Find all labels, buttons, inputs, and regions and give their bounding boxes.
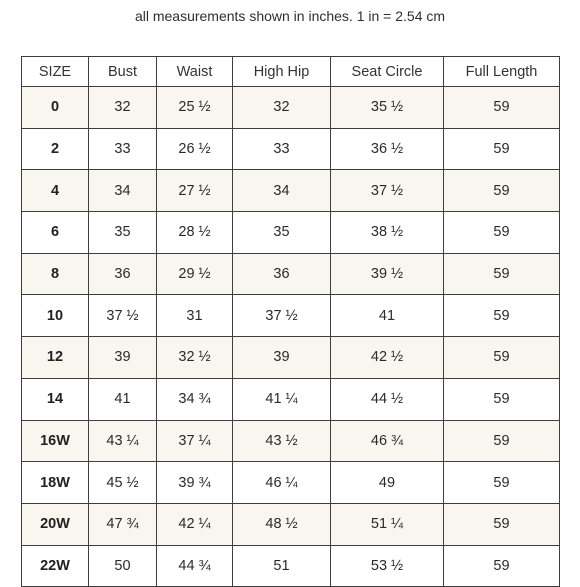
cell-waist: 25 ½: [157, 87, 233, 129]
cell-waist: 32 ½: [157, 337, 233, 379]
cell-bust: 37 ½: [89, 295, 157, 337]
cell-size: 2: [22, 128, 89, 170]
cell-size: 0: [22, 87, 89, 129]
cell-seat-circle: 53 ½: [331, 545, 444, 587]
table-row: [22, 503, 560, 545]
header-bust: Bust: [89, 57, 157, 87]
cell-full-length: 59: [444, 337, 560, 379]
cell-waist: 26 ½: [157, 128, 233, 170]
cell-high-hip: 48 ½: [233, 503, 331, 545]
cell-waist: 34 ¾: [157, 378, 233, 420]
cell-seat-circle: 44 ½: [331, 378, 444, 420]
cell-size: 6: [22, 212, 89, 254]
cell-seat-circle: 51 ¼: [331, 503, 444, 545]
cell-seat-circle: 42 ½: [331, 337, 444, 379]
cell-size: 20W: [22, 503, 89, 545]
cell-size: 10: [22, 295, 89, 337]
cell-size: 12: [22, 337, 89, 379]
cell-size: 16W: [22, 420, 89, 462]
cell-bust: 33: [89, 128, 157, 170]
cell-bust: 32: [89, 87, 157, 129]
cell-high-hip: 33: [233, 128, 331, 170]
cell-size: 8: [22, 253, 89, 295]
header-full-length: Full Length: [444, 57, 560, 87]
header-waist: Waist: [157, 57, 233, 87]
table-row: [22, 420, 560, 462]
cell-high-hip: 37 ½: [233, 295, 331, 337]
cell-full-length: 59: [444, 545, 560, 587]
cell-waist: 28 ½: [157, 212, 233, 254]
cell-bust: 41: [89, 378, 157, 420]
cell-waist: 29 ½: [157, 253, 233, 295]
cell-full-length: 59: [444, 170, 560, 212]
measurement-note: all measurements shown in inches. 1 in = 2.54 cm: [134, 8, 446, 24]
cell-seat-circle: 49: [331, 462, 444, 504]
cell-bust: 45 ½: [89, 462, 157, 504]
cell-full-length: 59: [444, 128, 560, 170]
cell-full-length: 59: [444, 253, 560, 295]
cell-full-length: 59: [444, 462, 560, 504]
table-row: [22, 212, 560, 254]
cell-high-hip: 41 ¼: [233, 378, 331, 420]
cell-seat-circle: 36 ½: [331, 128, 444, 170]
cell-waist: 27 ½: [157, 170, 233, 212]
cell-high-hip: 46 ¼: [233, 462, 331, 504]
cell-seat-circle: 46 ¾: [331, 420, 444, 462]
header-row: [22, 57, 560, 87]
cell-waist: 44 ¾: [157, 545, 233, 587]
table-row: [22, 170, 560, 212]
cell-bust: 50: [89, 545, 157, 587]
header-high-hip: High Hip: [233, 57, 331, 87]
size-chart-table: [21, 56, 560, 587]
cell-full-length: 59: [444, 378, 560, 420]
header-seat-circle: Seat Circle: [331, 57, 444, 87]
cell-waist: 31: [157, 295, 233, 337]
cell-seat-circle: 37 ½: [331, 170, 444, 212]
cell-full-length: 59: [444, 212, 560, 254]
cell-bust: 43 ¼: [89, 420, 157, 462]
cell-size: 14: [22, 378, 89, 420]
cell-high-hip: 36: [233, 253, 331, 295]
cell-seat-circle: 38 ½: [331, 212, 444, 254]
cell-seat-circle: 41: [331, 295, 444, 337]
table-row: [22, 337, 560, 379]
table-row: [22, 295, 560, 337]
table-row: [22, 253, 560, 295]
cell-high-hip: 51: [233, 545, 331, 587]
cell-bust: 35: [89, 212, 157, 254]
cell-bust: 39: [89, 337, 157, 379]
cell-full-length: 59: [444, 295, 560, 337]
cell-high-hip: 34: [233, 170, 331, 212]
cell-full-length: 59: [444, 420, 560, 462]
cell-bust: 36: [89, 253, 157, 295]
cell-full-length: 59: [444, 87, 560, 129]
cell-bust: 47 ¾: [89, 503, 157, 545]
cell-seat-circle: 39 ½: [331, 253, 444, 295]
cell-size: 22W: [22, 545, 89, 587]
header-size: SIZE: [22, 57, 89, 87]
cell-high-hip: 39: [233, 337, 331, 379]
cell-size: 18W: [22, 462, 89, 504]
cell-high-hip: 35: [233, 212, 331, 254]
table-row: [22, 545, 560, 587]
cell-seat-circle: 35 ½: [331, 87, 444, 129]
cell-size: 4: [22, 170, 89, 212]
cell-high-hip: 43 ½: [233, 420, 331, 462]
cell-full-length: 59: [444, 503, 560, 545]
cell-high-hip: 32: [233, 87, 331, 129]
table-row: [22, 128, 560, 170]
table-row: [22, 378, 560, 420]
cell-waist: 39 ¾: [157, 462, 233, 504]
cell-bust: 34: [89, 170, 157, 212]
table-row: [22, 462, 560, 504]
cell-waist: 37 ¼: [157, 420, 233, 462]
cell-waist: 42 ¼: [157, 503, 233, 545]
table-row: [22, 87, 560, 129]
